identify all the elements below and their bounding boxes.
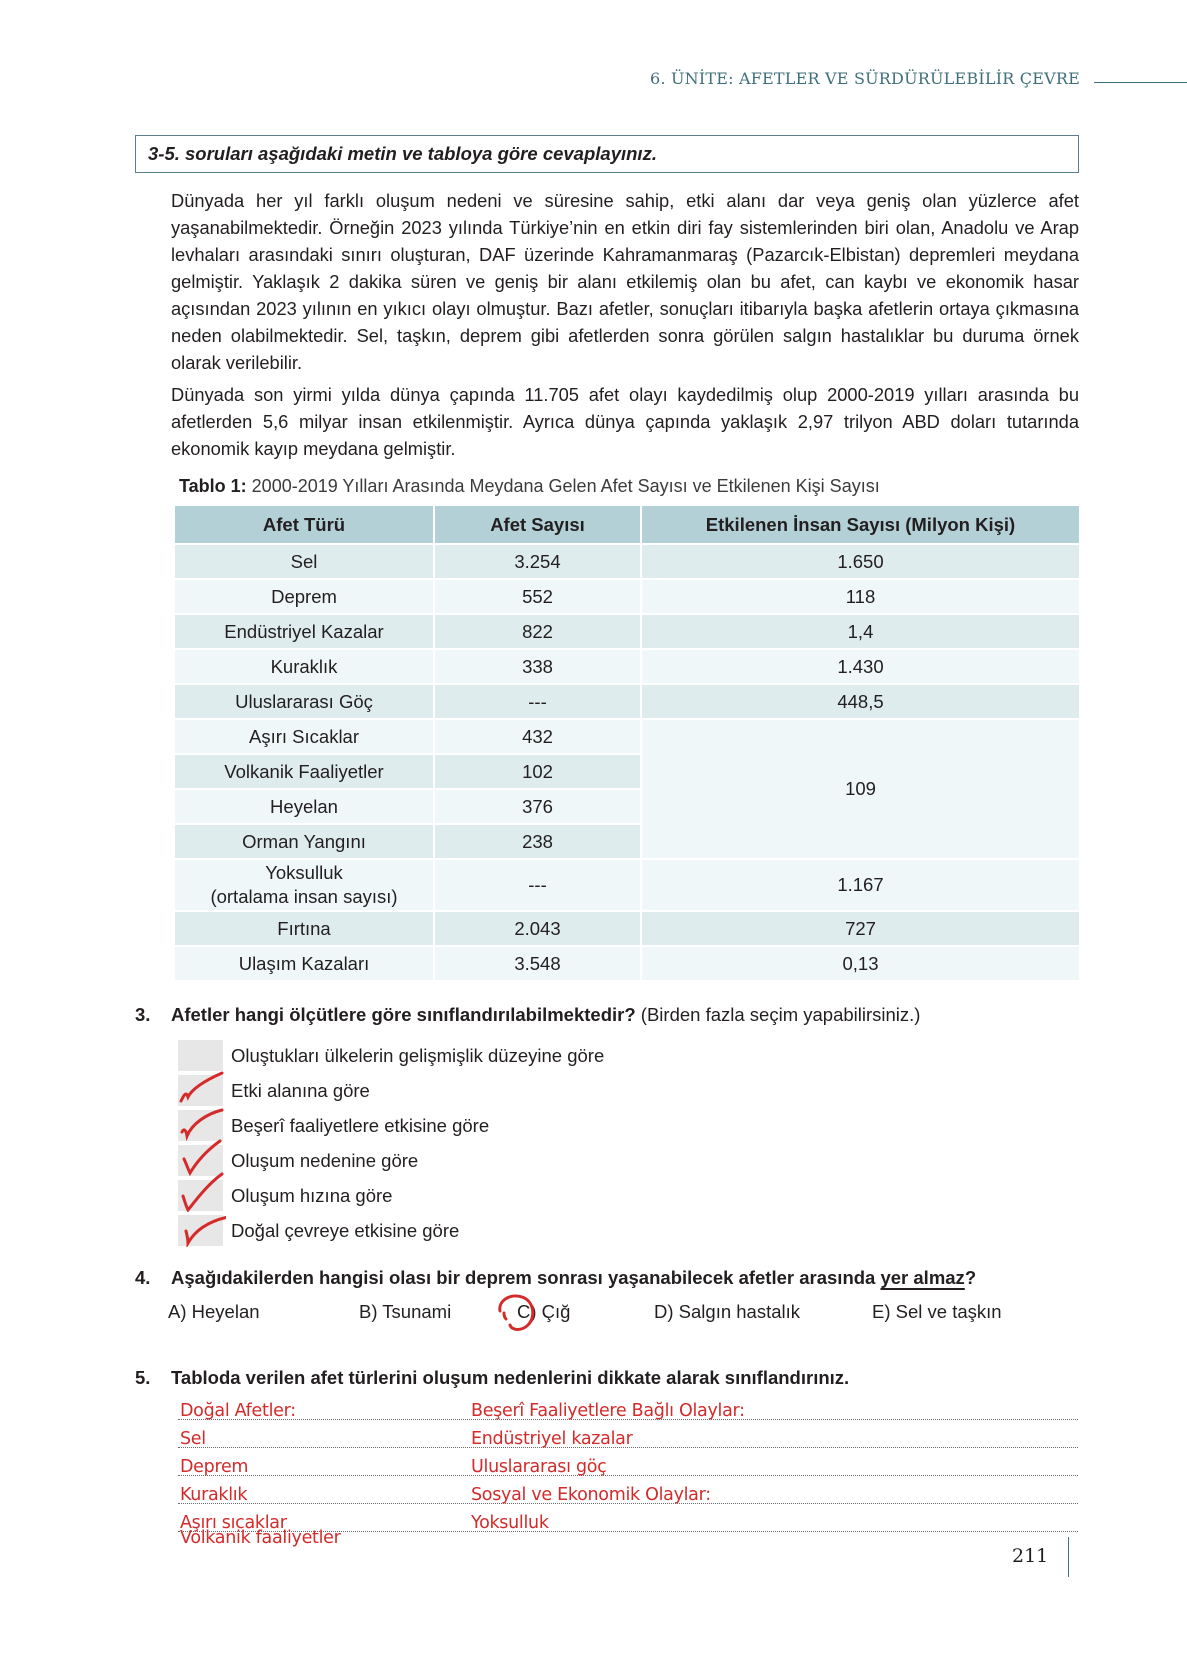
question-number: 3. (135, 1004, 151, 1025)
cell-affected: 1.650 (642, 545, 1079, 578)
cell-affected: 448,5 (642, 685, 1079, 718)
cell-type: Volkanik Faaliyetler (175, 755, 433, 788)
table-row (175, 650, 1079, 683)
paragraph-2: Dünyada son yirmi yılda dünya çapında 11.705 afet olayı kaydedilmiş olup 2000-2019 yılları arasında bu afetlerden 5,6 milyar insan etkilenmiştir. Ayrıca dünya çapında yaklaşık 2,97 trilyon ABD doları tutarında ekonomik kayıp meydana gelmiştir. (171, 384, 1079, 459)
question-number: 5. (135, 1367, 151, 1388)
handwritten-check-icon (178, 1137, 226, 1177)
question-5 (135, 1367, 849, 1389)
handwritten-answer: Aşırı sıcaklar (180, 1513, 287, 1533)
question-text: Tabloda verilen afet türlerini oluşum nedenlerini dikkate alarak sınıflandırınız. (171, 1367, 850, 1388)
cell-count: 3.254 (435, 545, 640, 578)
header-afet-turu: Afet Türü (175, 506, 433, 543)
handwritten-answer: Sosyal ve Ekonomik Olaylar: (471, 1485, 711, 1505)
cell-count: 338 (435, 650, 640, 683)
cell-type: Endüstriyel Kazalar (175, 615, 433, 648)
table-caption-text: 2000-2019 Yılları Arasında Meydana Gelen Afet Sayısı ve Etkilenen Kişi Sayısı (246, 476, 880, 496)
question-4 (135, 1267, 976, 1289)
cell-type-sub: (ortalama insan sayısı) (210, 886, 398, 907)
header-etkilenen: Etkilenen İnsan Sayısı (Milyon Kişi) (642, 506, 1079, 543)
question-number: 4. (135, 1267, 151, 1288)
instruction-box (135, 135, 1079, 173)
question-emphasis: yer almaz (880, 1267, 965, 1288)
handwritten-check-icon (178, 1067, 226, 1107)
choice-c[interactable]: C) Çığ (517, 1301, 571, 1322)
cell-affected: 118 (642, 580, 1079, 613)
handwritten-answer: Sel (180, 1429, 206, 1449)
question-end: ? (964, 1267, 977, 1288)
header-afet-sayisi: Afet Sayısı (435, 506, 640, 543)
table-row (175, 912, 1079, 945)
question-3 (135, 1004, 920, 1026)
option-label: Etki alanına göre (231, 1079, 370, 1101)
handwritten-check-icon (178, 1102, 226, 1142)
cell-count: 432 (435, 720, 640, 753)
question-text: Aşağıdakilerden hangisi olası bir deprem sonrası yaşanabilecek afetler arasında (171, 1267, 881, 1288)
cell-affected: 727 (642, 912, 1079, 945)
answer-line[interactable] (178, 1448, 1078, 1476)
cell-count: 102 (435, 755, 640, 788)
handwritten-answer: Endüstriyel kazalar (471, 1429, 633, 1449)
cell-type-main: Yoksulluk (265, 862, 343, 883)
option-label: Beşerî faaliyetlere etkisine göre (231, 1114, 490, 1136)
handwritten-answer: Volkanik faaliyetler (180, 1528, 341, 1548)
option-label: Oluşum hızına göre (231, 1184, 393, 1206)
option-label: Oluşum nedenine göre (231, 1149, 419, 1171)
option-label: Doğal çevreye etkisine göre (231, 1219, 460, 1241)
table-row (175, 860, 1079, 910)
table-row (175, 580, 1079, 613)
answer-line[interactable] (178, 1392, 1078, 1420)
handwritten-answer: Beşerî Faaliyetlere Bağlı Olaylar: (471, 1401, 745, 1421)
handwritten-answer: Kuraklık (180, 1485, 248, 1505)
q5-answer-area[interactable] (178, 1392, 1078, 1532)
cell-count: 2.043 (435, 912, 640, 945)
cell-count: 822 (435, 615, 640, 648)
option-4[interactable] (178, 1143, 604, 1178)
unit-title: 6. ÜNİTE: AFETLER VE SÜRDÜRÜLEBİLİR ÇEVRE (650, 68, 1080, 88)
cell-affected: 1.430 (642, 650, 1079, 683)
handwritten-answer: Yoksulluk (471, 1513, 549, 1533)
table-header-row (175, 506, 1079, 543)
handwritten-answer: Doğal Afetler: (180, 1401, 296, 1421)
cell-type: Kuraklık (175, 650, 433, 683)
cell-type: Aşırı Sıcaklar (175, 720, 433, 753)
cell-type: Uluslararası Göç (175, 685, 433, 718)
checkbox[interactable] (178, 1215, 223, 1246)
instruction-text: 3-5. soruları aşağıdaki metin ve tabloya göre cevaplayınız. (148, 143, 657, 164)
table-row (175, 947, 1079, 980)
cell-affected: 0,13 (642, 947, 1079, 980)
handwritten-circle-icon (494, 1291, 540, 1333)
cell-type: Sel (175, 545, 433, 578)
cell-count: 552 (435, 580, 640, 613)
table-row (175, 685, 1079, 718)
cell-type: Heyelan (175, 790, 433, 823)
answer-line[interactable] (178, 1476, 1078, 1504)
option-2[interactable] (178, 1073, 604, 1108)
table-row (175, 545, 1079, 578)
choice-b[interactable]: B) Tsunami (359, 1301, 452, 1322)
cell-count: 238 (435, 825, 640, 858)
table-caption (179, 476, 880, 497)
unit-header (650, 66, 1187, 90)
cell-type: Fırtına (175, 912, 433, 945)
page-number-divider (1068, 1537, 1069, 1577)
table-row (175, 615, 1079, 648)
question-text: Afetler hangi ölçütlere göre sınıflandırılabilmektedir? (171, 1004, 636, 1025)
choice-a[interactable]: A) Heyelan (168, 1301, 260, 1322)
option-label: Oluştukları ülkelerin gelişmişlik düzeyine göre (231, 1044, 605, 1066)
cell-type: Orman Yangını (175, 825, 433, 858)
choice-e[interactable]: E) Sel ve taşkın (872, 1301, 1002, 1322)
cell-affected: 1,4 (642, 615, 1079, 648)
cell-count: --- (435, 860, 640, 910)
cell-type (175, 860, 433, 910)
handwritten-answer: Deprem (180, 1457, 249, 1477)
option-1[interactable] (178, 1038, 604, 1073)
answer-line[interactable] (178, 1420, 1078, 1448)
disaster-table (173, 504, 1081, 982)
cell-affected: 1.167 (642, 860, 1079, 910)
option-6[interactable] (178, 1213, 604, 1248)
paragraph-1: Dünyada her yıl farklı oluşum nedeni ve süresine sahip, etki alanı dar veya geniş olan yüzlerce afet yaşanabilmektedir. Örneğin 2023 yılında Türkiye’nin en etkin diri fay sistemlerinden biri olan, Anadolu ve Arap levhaları arasındaki sınırı oluşturan, DAF üzerinde Kahramanmaraş (Pazarcık-Elbistan) depremleri meydana gelmiştir. Yaklaşık 2 dakika süren ve geniş bir alanı etkilemiş olan bu afet, can kaybı ve ekonomik hasar açısından 2023 yılının en yıkıcı olayı olmuştur. Bazı afetler, sonuçları itibarıyla başka afetlerin ortaya çıkmasına neden olabilmektedir. Sel, taşkın, deprem gibi afetlerden sonra görülen salgın hastalıklar bu duruma örnek olarak verilebilir. (171, 190, 1079, 373)
cell-count: 3.548 (435, 947, 640, 980)
page-number: 211 (1012, 1545, 1049, 1567)
table-caption-label: Tablo 1: (179, 476, 247, 496)
header-divider (1094, 82, 1187, 83)
table-row (175, 720, 1079, 753)
option-5[interactable] (178, 1178, 604, 1213)
handwritten-check-icon (178, 1207, 226, 1247)
question-note: (Birden fazla seçim yapabilirsiniz.) (635, 1004, 921, 1025)
cell-type: Ulaşım Kazaları (175, 947, 433, 980)
cell-count: --- (435, 685, 640, 718)
option-3[interactable] (178, 1108, 604, 1143)
handwritten-answer: Uluslararası göç (471, 1457, 607, 1477)
choice-d[interactable]: D) Salgın hastalık (654, 1301, 801, 1322)
handwritten-check-icon (178, 1172, 226, 1212)
cell-count: 376 (435, 790, 640, 823)
cell-type: Deprem (175, 580, 433, 613)
q3-options (178, 1038, 604, 1248)
cell-affected-merged: 109 (642, 720, 1079, 858)
